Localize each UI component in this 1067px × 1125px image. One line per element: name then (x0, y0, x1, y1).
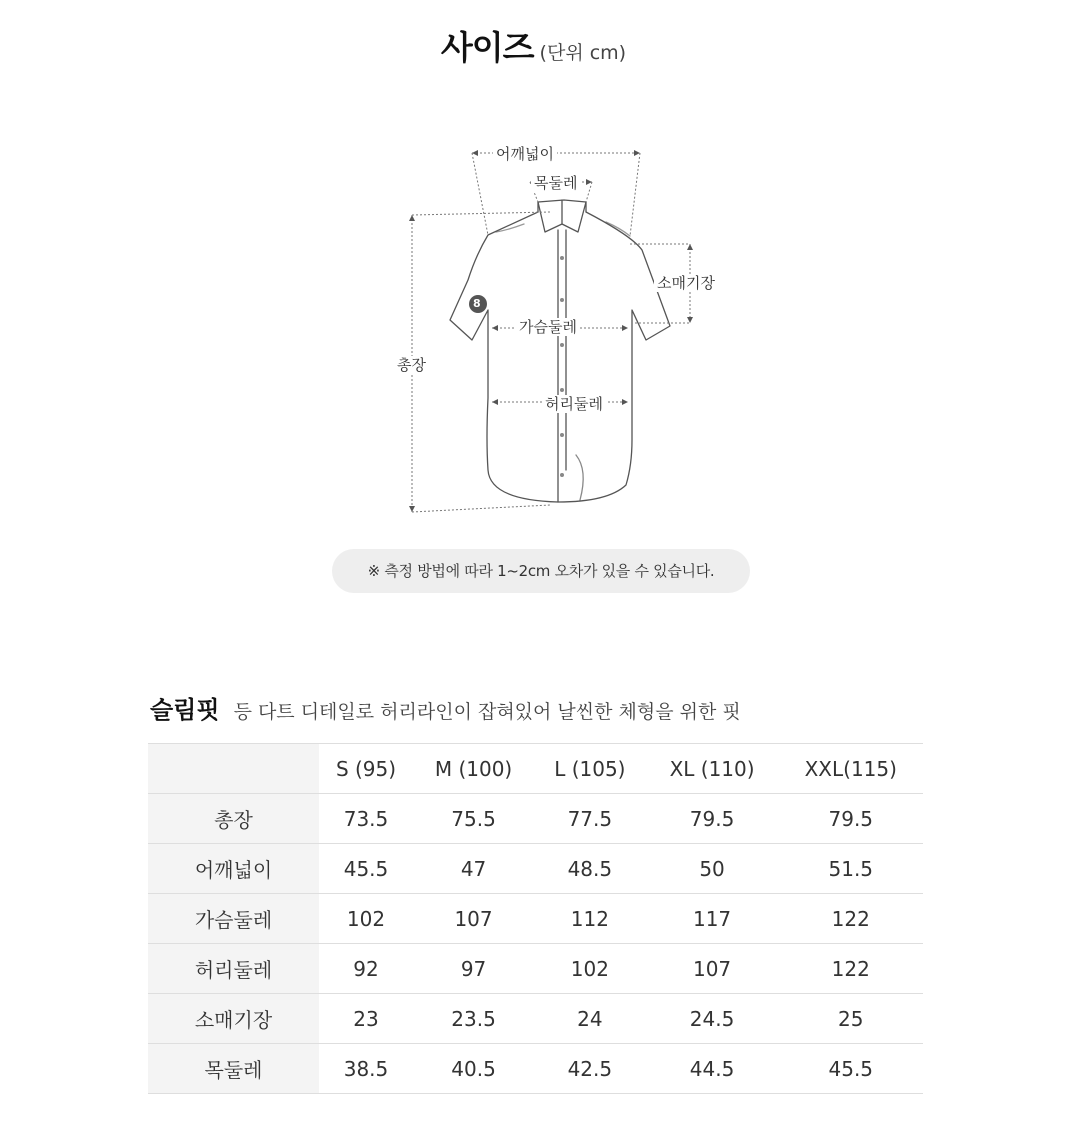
page-header (0, 22, 1067, 69)
table-cell: 40.5 (413, 1044, 534, 1094)
diagram-label-sleeve: 소매기장 (654, 274, 718, 292)
table-cell: 107 (413, 894, 534, 944)
table-cell: 79.5 (646, 794, 779, 844)
column-header: S (95) (319, 744, 413, 794)
row-label: 총장 (148, 794, 319, 844)
fit-desc: 등 다트 디테일로 허리라인이 잡혀있어 날씬한 체형을 위한 핏 (233, 701, 741, 723)
diagram-label-waist: 허리둘레 (542, 395, 606, 413)
fit-name: 슬림핏 (150, 696, 220, 724)
table-cell: 23 (319, 994, 413, 1044)
row-label: 어깨넓이 (148, 844, 319, 894)
page-title: 사이즈 (440, 28, 534, 67)
table-cell: 73.5 (319, 794, 413, 844)
table-cell: 45.5 (779, 1044, 923, 1094)
row-label: 소매기장 (148, 994, 319, 1044)
column-header: XXL(115) (779, 744, 923, 794)
table-row (148, 794, 923, 844)
measurement-note: ※ 측정 방법에 따라 1~2cm 오차가 있을 수 있습니다. (332, 549, 750, 593)
table-corner (148, 744, 319, 794)
table-cell: 75.5 (413, 794, 534, 844)
table-cell: 102 (534, 944, 646, 994)
table-cell: 24.5 (646, 994, 779, 1044)
table-cell: 92 (319, 944, 413, 994)
shirt-measurement-diagram (380, 140, 740, 525)
table-cell: 25 (779, 994, 923, 1044)
row-label: 목둘레 (148, 1044, 319, 1094)
diagram-label-chest: 가슴둘레 (516, 318, 580, 336)
table-row (148, 944, 923, 994)
table-cell: 42.5 (534, 1044, 646, 1094)
unit-label: (단위 cm) (539, 42, 627, 64)
table-cell: 50 (646, 844, 779, 894)
column-header: L (105) (534, 744, 646, 794)
table-cell: 117 (646, 894, 779, 944)
table-row (148, 994, 923, 1044)
table-row (148, 1044, 923, 1094)
table-cell: 47 (413, 844, 534, 894)
table-cell: 97 (413, 944, 534, 994)
table-cell: 38.5 (319, 1044, 413, 1094)
column-header: XL (110) (646, 744, 779, 794)
column-header: M (100) (413, 744, 534, 794)
table-cell: 77.5 (534, 794, 646, 844)
table-cell: 122 (779, 944, 923, 994)
diagram-label-shoulder: 어깨넓이 (493, 145, 557, 163)
table-cell: 79.5 (779, 794, 923, 844)
table-cell: 24 (534, 994, 646, 1044)
table-row (148, 894, 923, 944)
row-label: 가슴둘레 (148, 894, 319, 944)
table-row (148, 844, 923, 894)
diagram-label-neck: 목둘레 (531, 174, 580, 192)
table-cell: 107 (646, 944, 779, 994)
table-cell: 51.5 (779, 844, 923, 894)
table-cell: 48.5 (534, 844, 646, 894)
row-label: 허리둘레 (148, 944, 319, 994)
diagram-label-total: 총장 (394, 356, 429, 374)
table-cell: 45.5 (319, 844, 413, 894)
table-cell: 102 (319, 894, 413, 944)
sleeve-marker-label: 8 (473, 297, 481, 310)
table-header-row (148, 744, 923, 794)
size-table (148, 743, 923, 1094)
fit-description (150, 690, 741, 725)
table-cell: 44.5 (646, 1044, 779, 1094)
table-cell: 23.5 (413, 994, 534, 1044)
table-cell: 122 (779, 894, 923, 944)
table-cell: 112 (534, 894, 646, 944)
